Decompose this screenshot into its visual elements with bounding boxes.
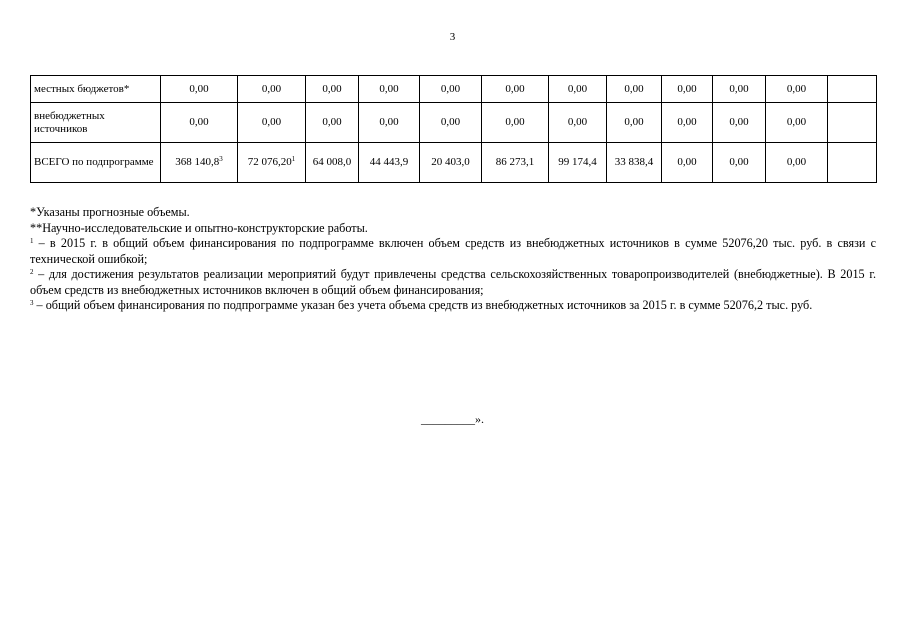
cell-value: 0,00 bbox=[786, 82, 807, 95]
cell-value: 0,00 bbox=[786, 156, 807, 168]
cell-value: 44 443,9 bbox=[369, 156, 409, 168]
cell-value: 20 403,0 bbox=[431, 156, 470, 168]
cell-value: 0,00 bbox=[440, 116, 461, 128]
footnote-3-mark: 3 bbox=[30, 299, 34, 307]
table-cell bbox=[306, 103, 359, 143]
table-cell bbox=[238, 76, 306, 103]
table-cell bbox=[420, 143, 482, 183]
table-cell bbox=[828, 143, 877, 183]
cell-value: 0,00 bbox=[729, 156, 749, 168]
table-cell bbox=[549, 76, 607, 103]
table-cell bbox=[161, 76, 238, 103]
table-cell bbox=[306, 76, 359, 103]
cell-value: 33 838,4 bbox=[614, 156, 654, 168]
footnote-3-text: – общий объем финансирования по подпрограмме указан без учета объема средств из внебюджетных источников за 2015 г. в сумме 52076,2 тыс. руб. bbox=[33, 298, 813, 312]
cell-value: 0,00 bbox=[261, 82, 282, 95]
cell-value: 0,00 bbox=[624, 82, 644, 95]
cell-value: 0,00 bbox=[189, 82, 209, 95]
table-cell bbox=[607, 103, 662, 143]
table-cell bbox=[359, 103, 420, 143]
note-rnd: **Научно-исследовательские и опытно-конструкторские работы. bbox=[30, 220, 368, 235]
cell-value: 86 273,1 bbox=[495, 156, 535, 168]
cell-value: 0,00 bbox=[440, 82, 461, 95]
table-cell bbox=[662, 143, 713, 183]
table-cell bbox=[549, 143, 607, 183]
cell-value: 0,00 bbox=[505, 82, 525, 95]
footnote-2 bbox=[30, 267, 876, 298]
cell-value: 0,00 bbox=[379, 116, 399, 128]
cell-value: 0,00 bbox=[677, 156, 697, 168]
footnote-1-text: – в 2015 г. в общий объем финансирования по подпрограмме включен объем средств из внебюджетных источников в сумме 52076,20 тыс. руб. в связи с технической ошибкой; bbox=[30, 236, 876, 266]
table-cell bbox=[713, 103, 766, 143]
table-cell bbox=[359, 143, 420, 183]
footnotes bbox=[30, 205, 876, 314]
footnote-1-mark: 1 bbox=[30, 237, 34, 245]
cell-value: 0,00 bbox=[379, 82, 399, 95]
cell-value: 0,00 bbox=[322, 82, 342, 95]
closing-mark: _________». bbox=[421, 412, 484, 426]
cell-value: 0,00 bbox=[624, 116, 644, 128]
table-cell bbox=[766, 143, 828, 183]
cell-value: 0,00 bbox=[677, 116, 697, 128]
table-cell bbox=[549, 103, 607, 143]
row-label: местных бюджетов* bbox=[31, 76, 161, 103]
footnote-2-mark: 2 bbox=[30, 268, 34, 276]
cell-value: 0,00 bbox=[261, 116, 282, 128]
table-cell bbox=[607, 143, 662, 183]
cell-value: 0,00 bbox=[322, 116, 342, 128]
financing-table bbox=[30, 75, 877, 183]
table-cell bbox=[238, 143, 306, 183]
table-row bbox=[31, 76, 877, 103]
cell-value: 0,00 bbox=[505, 116, 525, 128]
table-cell bbox=[359, 76, 420, 103]
table-cell bbox=[607, 76, 662, 103]
table-cell bbox=[420, 76, 482, 103]
table-row bbox=[31, 103, 877, 143]
footnote-ref: 1 bbox=[291, 155, 296, 163]
footnote-2-text: – для достижения результатов реализации мероприятий будут привлечены средства сельскохозяйственных товаропроизводителей (внебюджетные). В 2015 г. объем средств из внебюджетных источников включен в общий объем финансирования; bbox=[30, 267, 876, 297]
table-cell bbox=[828, 76, 877, 103]
table-cell bbox=[766, 76, 828, 103]
table-cell bbox=[482, 76, 549, 103]
cell-value: 72 076,20 bbox=[247, 156, 292, 168]
table-cell bbox=[482, 143, 549, 183]
table-cell bbox=[306, 143, 359, 183]
cell-value: 0,00 bbox=[729, 82, 749, 95]
cell-value: 0,00 bbox=[729, 116, 749, 128]
cell-value: 0,00 bbox=[786, 116, 807, 128]
cell-value: 64 008,0 bbox=[312, 156, 352, 168]
row-label: ВСЕГО по подпрограмме bbox=[31, 143, 161, 183]
table-cell bbox=[420, 103, 482, 143]
row-label: внебюджетных источников bbox=[31, 103, 161, 143]
table-cell bbox=[482, 103, 549, 143]
table-cell bbox=[662, 103, 713, 143]
footnote-1 bbox=[30, 236, 876, 267]
table-cell bbox=[828, 103, 877, 143]
cell-value: 0,00 bbox=[677, 82, 697, 95]
cell-value: 0,00 bbox=[189, 116, 209, 128]
cell-value: 0,00 bbox=[567, 116, 588, 128]
table-cell bbox=[713, 76, 766, 103]
table-row bbox=[31, 143, 877, 183]
footnote-ref: 3 bbox=[219, 155, 223, 163]
table-cell bbox=[662, 76, 713, 103]
page-number: 3 bbox=[449, 31, 456, 43]
table-cell bbox=[161, 143, 238, 183]
cell-value: 368 140,8 bbox=[175, 156, 220, 168]
note-forecast: *Указаны прогнозные объемы. bbox=[30, 205, 190, 219]
cell-value: 99 174,4 bbox=[558, 156, 597, 168]
table-cell bbox=[713, 143, 766, 183]
table-cell bbox=[161, 103, 238, 143]
footnote-3 bbox=[30, 298, 876, 314]
table-cell bbox=[766, 103, 828, 143]
table-cell bbox=[238, 103, 306, 143]
cell-value: 0,00 bbox=[567, 82, 588, 95]
